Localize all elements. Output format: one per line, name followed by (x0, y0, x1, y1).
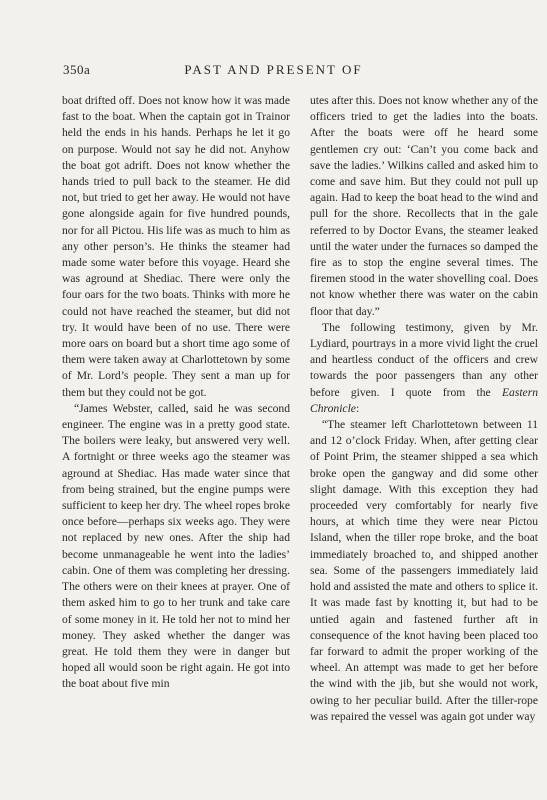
left-paragraph-1: boat drifted off. Does not know how it was made fast to the boat. When the captain got in Trainor held the ends in his hands. Perhaps he let it go on purpose. Would not say he did not. Anyhow the boat got adrift. Does not know whether the hands tried to pull back to the steamer. He did not, but tried to get her away. He would not have gone alongside again for five hundred pounds, nor for all Pictou. His life was as much to him as any other person’s. He thinks the steamer had made some water before this voyage. Heard she was aground at Shediac. There were only the four oars for the two boats. Thinks with more he could not have reached the steamer, but did not try. It would have been of no use. There were more oars on board but a short time ago some of them were taken away at Charlottetown by some of Mr. Lord’s people. They sent a man up for them but they could not be got. (62, 94, 290, 399)
right-paragraph-2 (310, 320, 538, 417)
left-paragraph-2: “James Webster, called, said he was second engineer. The engine was in a pretty good state. The boilers were leaky, but answered very well. A fortnight or three weeks ago the steamer was aground at Shediac. Has made water since that from being strained, but the engine pumps were sufficient to keep her dry. The wheel ropes broke once before—perhaps six weeks ago. They were not replaced by new ones. After the ship had become unmanageable he went into the ladies’ cabin. One of them was completing her dressing. The others were on their knees at prayer. One of them asked him to go to her trunk and take care of some money in it. He told her not to mind her money. They asked whether the danger was great. He told them they were in danger but hoped all would soon be right again. He got into the boat about five min (62, 401, 290, 691)
right-paragraph-2-text: The following testimony, given by Mr. Lydiard, pourtrays in a more vivid light the cruel and heartless conduct of the officers and crew towards the poor passengers than any other before given. I quote from the (310, 320, 538, 399)
left-column (62, 93, 290, 693)
page-header (0, 62, 547, 82)
page-number: 350a (63, 62, 91, 77)
right-paragraph-2-end: : (355, 401, 360, 415)
source-title: Eastern Chronicle (310, 385, 539, 415)
right-column (310, 93, 538, 725)
running-head: PAST AND PRESENT OF (184, 62, 363, 77)
right-paragraph-1: utes after this. Does not know whether any of the officers tried to get the ladies into the boats. After the boats were off he heard some gentlemen cry out: ‘Can’t you come back and save the ladies.’ Wilkins called and asked him to come and save him. But they could not pull up again. Had to keep the boat head to the wind and pull for the shore. Recollects that in the gale referred to by Doctor Evans, the steamer leaked until the water under the furnaces so damped the fire as to stop the engine several times. The firemen stood in the water shovelling coal. Does not know whether there was water on the cabin floor that day.” (310, 94, 538, 318)
right-paragraph-3: “The steamer left Charlottetown between 11 and 12 o’clock Friday. When, after getting clear of Point Prim, the steamer shipped a sea which broke open the gangway and did some other slight damage. With this exception they had proceeded very comfortably for nearly five hours, at which time they were near Pictou Island, when the tiller rope broke, and the boat immediately broached to, and shipped another sea. Some of the passengers immediately laid hold and assisted the mate and others to splice it. It was made fast by knotting it, but had to be untied again and fastened further aft in consequence of the knot having been placed too far forward to admit the proper working of the wheel. An attempt was made to get her before the wind with the jib, but she would not work, owing to her peculiar build. After the tiller-rope was repaired the vessel was again got under way (310, 418, 538, 723)
